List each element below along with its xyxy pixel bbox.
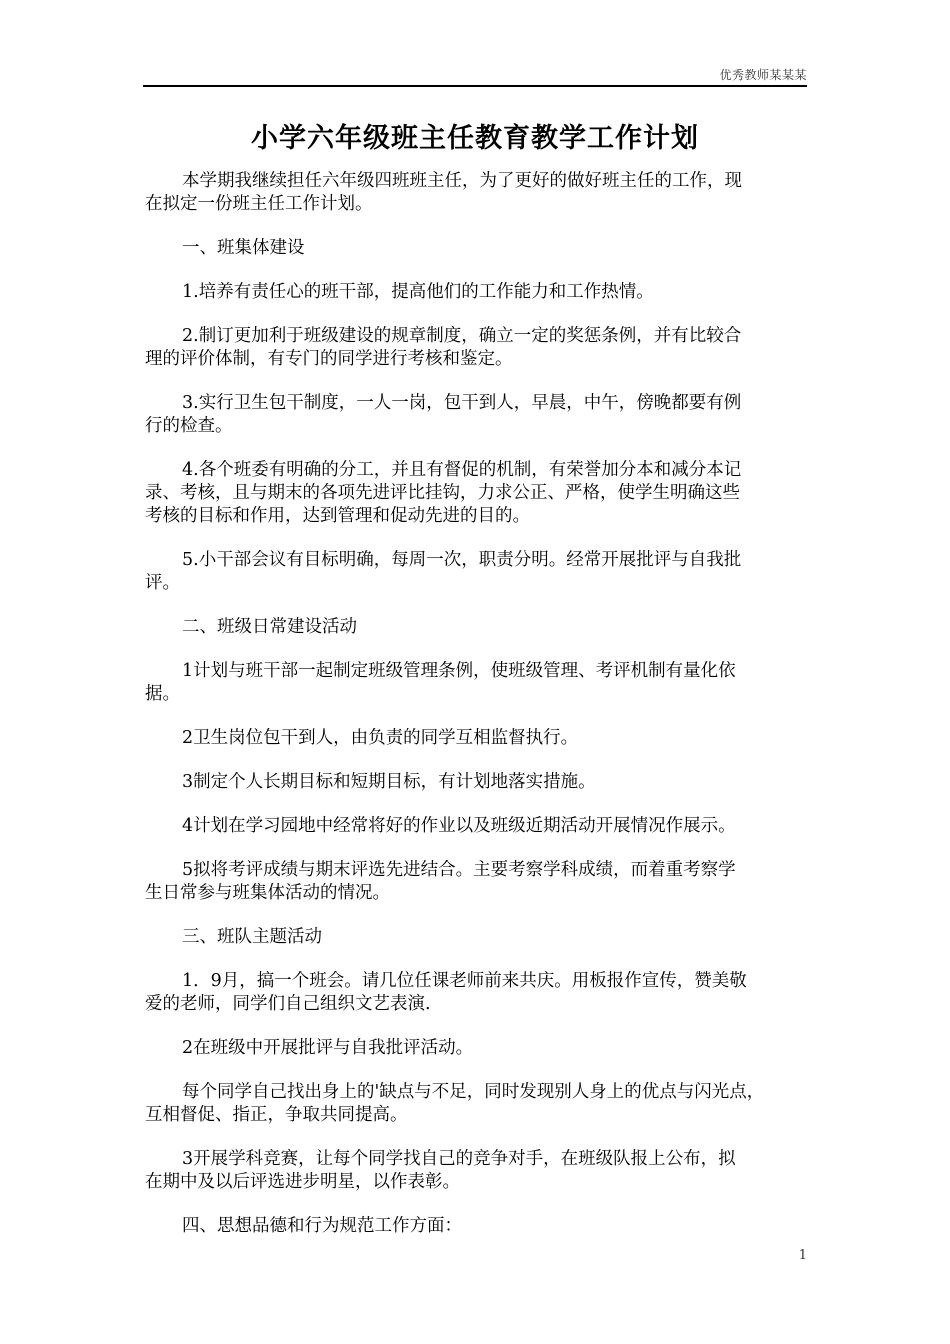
page-number: 1: [798, 1248, 807, 1263]
paragraph: 4.各个班委有明确的分工，并且有督促的机制，有荣誉加分本和减分本记 录、考核，且与期末的各项先进评比挂钩，力求公正、严格，使学生明确这些 考核的目标和作用，达到管理和促动先进的目的。: [145, 460, 742, 526]
page-header-author: 优秀教师某某某: [719, 68, 807, 82]
document-title: 小学六年级班主任教育教学工作计划: [251, 123, 699, 154]
paragraph-intro: 本学期我继续担任六年级四班班主任，为了更好的做好班主任的工作，现 在拟定一份班主任工作计划。: [145, 171, 742, 214]
paragraph: 2卫生岗位包干到人，由负责的同学互相监督执行。: [182, 728, 579, 748]
paragraph: 5拟将考评成绩与期末评选先进结合。主要考察学科成绩，而着重考察学 生日常参与班集体活动的情况。: [145, 860, 736, 903]
paragraph: 3.实行卫生包干制度，一人一岗，包干到人，早晨，中午，傍晚都要有例 行的检查。: [145, 393, 742, 436]
paragraph: 每个同学自己找出身上的'缺点与不足，同时发现别人身上的优点与闪光点， 互相督促、指正，争取共同提高。: [145, 1082, 765, 1125]
section-heading-3: 三、班队主题活动: [182, 927, 322, 947]
section-heading-1: 一、班集体建设: [182, 238, 305, 258]
paragraph: 3开展学科竞赛，让每个同学找自己的竞争对手，在班级队报上公布，拟 在期中及以后评选进步明星，以作表彰。: [145, 1149, 736, 1192]
document-body: [145, 170, 807, 1259]
section-heading-2: 二、班级日常建设活动: [182, 617, 357, 637]
paragraph: 1.培养有责任心的班干部，提高他们的工作能力和工作热情。: [182, 282, 654, 302]
header-divider: [143, 85, 807, 87]
section-heading-4: 四、思想品德和行为规范工作方面：: [182, 1216, 462, 1236]
paragraph: 2.制订更加利于班级建设的规章制度，确立一定的奖惩条例，并有比较合 理的评价体制，有专门的同学进行考核和鉴定。: [145, 326, 742, 369]
paragraph: 5.小干部会议有目标明确，每周一次，职责分明。经常开展批评与自我批 评。: [145, 550, 742, 593]
paragraph: 1．9月，搞一个班会。请几位任课老师前来共庆。用板报作宣传，赞美敬 爱的老师，同学们自己组织文艺表演.: [145, 971, 747, 1014]
paragraph: 3制定个人长期目标和短期目标，有计划地落实措施。: [182, 772, 596, 792]
paragraph: 1计划与班干部一起制定班级管理条例，使班级管理、考评机制有量化依 据。: [145, 661, 736, 704]
paragraph: 2在班级中开展批评与自我批评活动。: [182, 1038, 474, 1058]
paragraph: 4计划在学习园地中经常将好的作业以及班级近期活动开展情况作展示。: [182, 816, 736, 836]
